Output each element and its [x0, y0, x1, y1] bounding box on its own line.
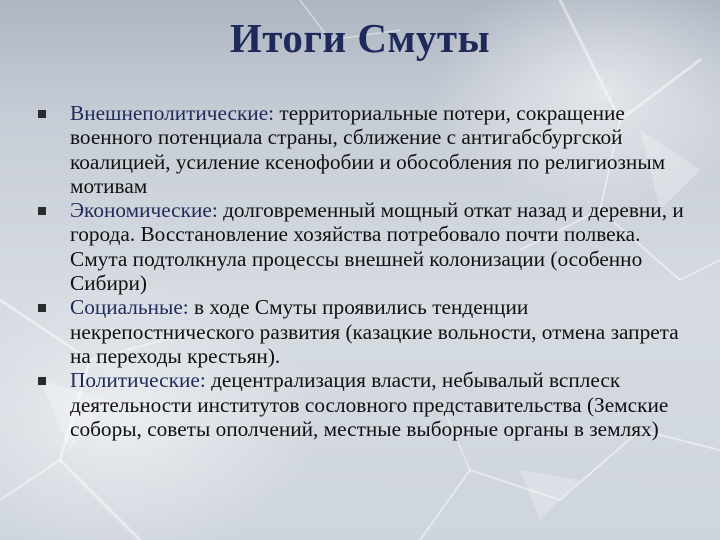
item-term: Социальные:	[70, 295, 189, 320]
list-item-economic	[38, 198, 688, 295]
item-term: Политические:	[70, 368, 206, 393]
list-item-social	[38, 295, 688, 368]
list-item-political	[38, 368, 688, 441]
item-text: территориальные потери, сокращение военного потенциала страны, сближение с антигабсбургской коалицией, усиление ксенофобии и обособления по религиозным мотивам	[70, 101, 666, 198]
item-text: долговременный мощный откат назад и деревни, и города. Восстановление хозяйства потребовало почти полвека. Смута подтолкнула процессы внешней колонизации (особенно Сибири)	[70, 198, 684, 296]
bullet-icon	[38, 304, 46, 312]
bullet-icon	[38, 207, 46, 215]
item-term: Внешнеполитические:	[70, 101, 275, 125]
item-term: Экономические:	[70, 198, 218, 223]
item-text: децентрализация власти, небывалый всплеск деятельности институтов сословного представительства (Земские соборы, советы ополчений, местные выборные органы в землях)	[70, 368, 669, 441]
list-item-foreign-policy	[38, 101, 688, 198]
results-list	[38, 101, 688, 441]
slide-title: Итоги Смуты	[229, 15, 491, 61]
bullet-icon	[38, 377, 46, 385]
item-text: в ходе Смуты проявились тенденции некрепостнического развития (казацкие вольности, отмена запрета на переходы крестьян).	[70, 295, 679, 368]
bullet-icon	[38, 110, 46, 118]
